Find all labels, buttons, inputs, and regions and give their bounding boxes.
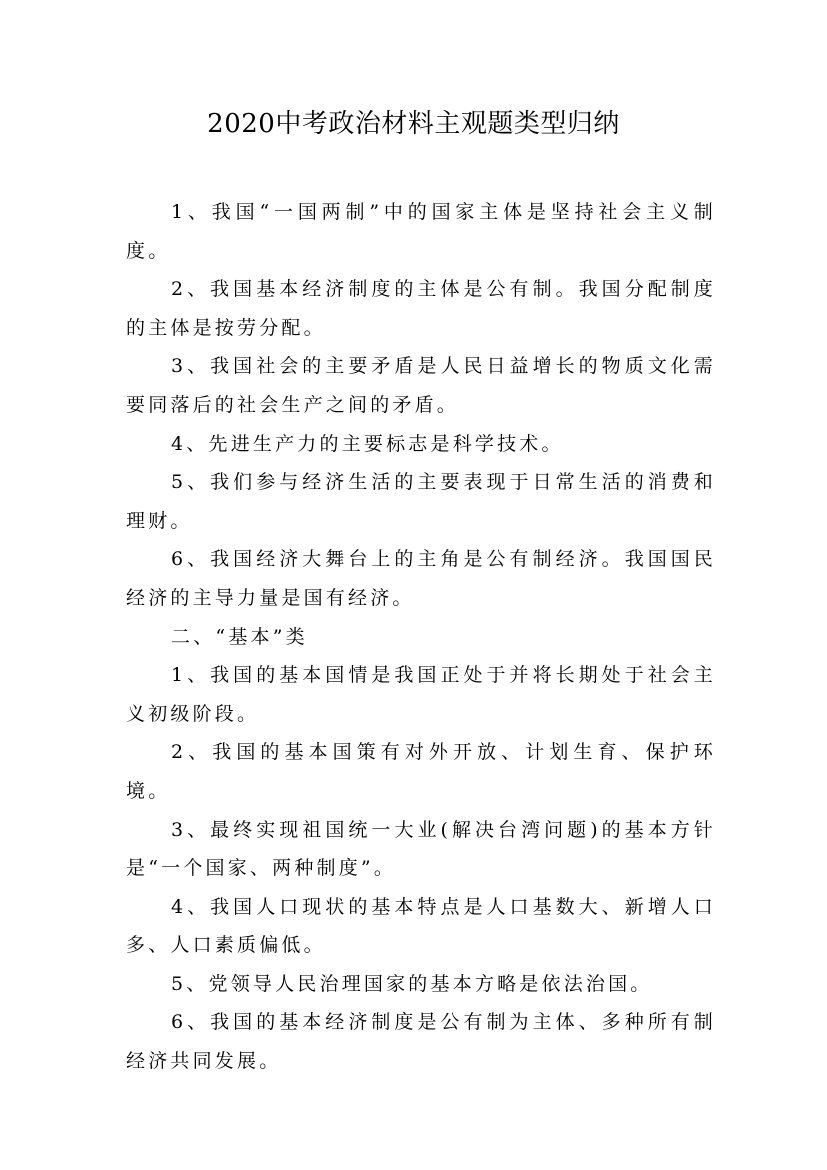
document-title: 2020中考政治材料主观题类型归纳 (207, 109, 620, 139)
paragraph: 6、我国经济大舞台上的主角是公有制经济。我国国民经济的主导力量是国有经济。 (126, 548, 716, 609)
paragraph: 4、先进生产力的主要标志是科学技术。 (171, 432, 564, 455)
paragraph: 3、我国社会的主要矛盾是人民日益增长的物质文化需要同落后的社会生产之间的矛盾。 (126, 355, 716, 416)
paragraph: 1、我国“一国两制”中的国家主体是坚持社会主义制度。 (126, 201, 716, 262)
paragraph: 6、我国的基本经济制度是公有制为主体、多种所有制经济共同发展。 (126, 1011, 716, 1073)
paragraph: 1、我国的基本国情是我国正处于并将长期处于社会主义初级阶段。 (126, 664, 716, 725)
paragraph: 3、最终实现祖国统一大业(解决台湾问题)的基本方针是“一个国家、两种制度”。 (126, 818, 716, 880)
document-body (126, 193, 716, 1081)
paragraph: 2、我国的基本国策有对外开放、计划生育、保护环境。 (126, 741, 716, 802)
section-heading: 二、“基本”类 (171, 625, 308, 648)
paragraph: 2、我国基本经济制度的主体是公有制。我国分配制度的主体是按劳分配。 (126, 278, 716, 339)
paragraph: 4、我国人口现状的基本特点是人口基数大、新增人口多、人口素质偏低。 (126, 895, 716, 957)
paragraph: 5、我们参与经济生活的主要表现于日常生活的消费和理财。 (126, 471, 716, 532)
paragraph: 5、党领导人民治理国家的基本方略是依法治国。 (171, 972, 653, 995)
